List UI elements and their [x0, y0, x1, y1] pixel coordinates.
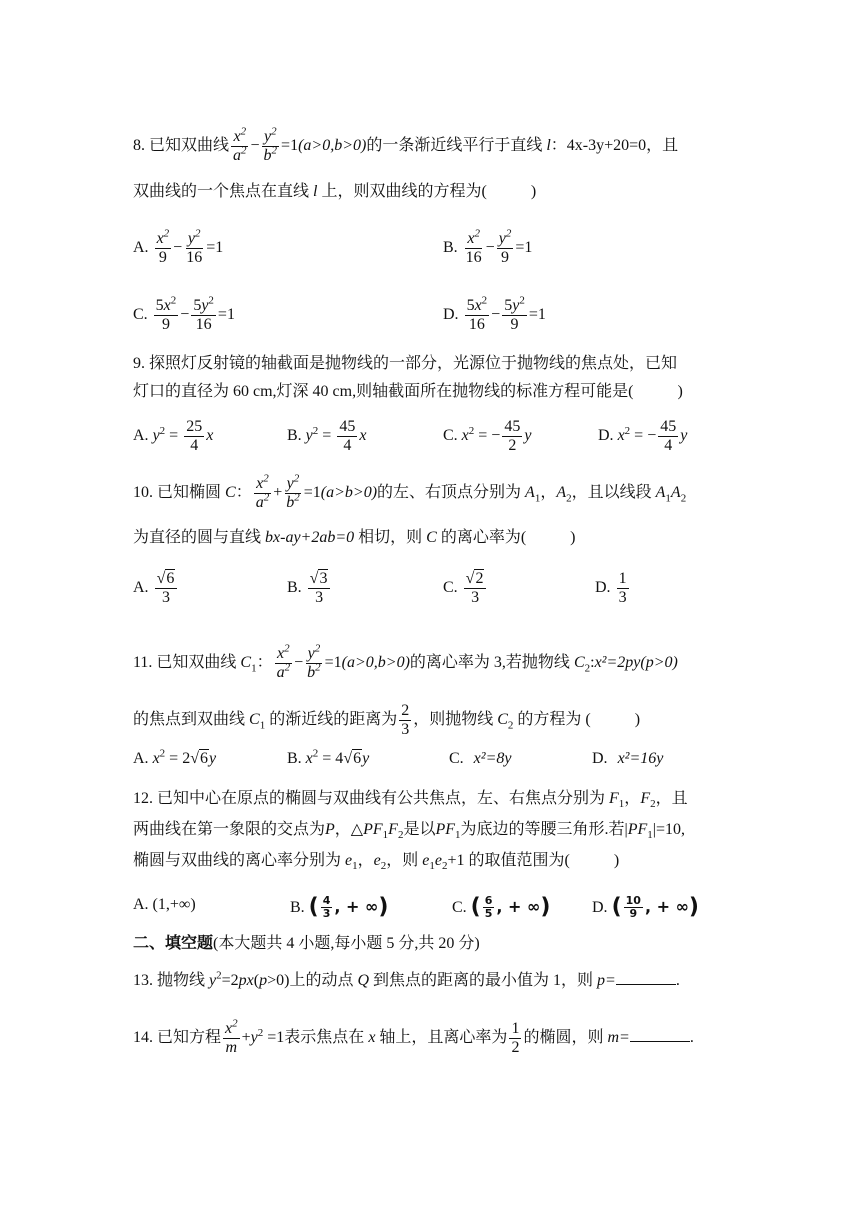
q8-line1: 8. 已知双曲线 $\frac{x^2}{a^2}$ − $\frac{y^2}{b^2}$ =1(a>0,b>0)的一条渐近线平行于直线 l：4x-3y+20=0，且 — [133, 125, 679, 164]
answer-blank[interactable] — [616, 970, 676, 985]
q11-line1: 11. 已知双曲线 $C_1$： $\frac{x^2}{a^2}$ − $\frac{y^2}{b^2}$ =1(a>0,b>0)的离心率为 3,若抛物线 $C_2:x^2=2py(p>0)$ — [133, 642, 678, 681]
q9-option-c[interactable]: C. $x^2$ = − $\frac{45}{2}$ y — [443, 418, 532, 454]
q10-line1: 10. 已知椭圆 C： $\frac{x^2}{a^2}$ + $\frac{y^2}{b^2}$ =1(a>b>0)的左、右顶点分别为 $A_1$，$A_2$，且以线段 $A_1A_2$ — [133, 472, 687, 511]
q11-option-d[interactable]: D. x²=16y — [592, 750, 664, 767]
q9-line1: 9. 探照灯反射镜的轴截面是抛物线的一部分，光源位于抛物线的焦点处，已知 — [133, 355, 678, 372]
q12-line3: 椭圆与双曲线的离心率分别为 $e_1$，$e_2$，则 $e_1e_2+1$ 的取值范围为( ) — [133, 852, 620, 873]
q12-option-a[interactable]: A. (1,+∞) — [133, 896, 196, 913]
q8-line2: 双曲线的一个焦点在直线 l 上，则双曲线的方程为( ) — [133, 183, 537, 200]
answer-blank[interactable] — [630, 1027, 690, 1042]
q11-option-a[interactable]: A. $x^2 = 2√6y$ — [133, 747, 217, 767]
q10-option-c[interactable]: C. $\frac{√2}{3}$ — [443, 570, 488, 607]
q12-line2: 两曲线在第一象限的交点为P，$\triangle PF_1F_2$是以$PF_1$为底边的等腰三角形.若$|PF_1|=10$, — [133, 821, 685, 842]
q8-option-c[interactable]: C. $\frac{5x^2}{9}$ − $\frac{5y^2}{16}$ =1 — [133, 294, 235, 333]
q9-option-b[interactable]: B. $y^2$ = $\frac{45}{4}$ x — [287, 418, 367, 454]
q12-option-b[interactable]: B. ( $\frac{4}{3}$ , + ∞) — [290, 894, 389, 920]
q10-option-a[interactable]: A. $\frac{√6}{3}$ — [133, 570, 179, 607]
frac: $\frac{x^2}{a^2}$ — [233, 125, 247, 164]
q10-line2: 为直径的圆与直线 bx-ay+2ab=0 相切，则 C 的离心率为( ) — [133, 529, 576, 546]
q11-option-c[interactable]: C. x²=8y — [449, 750, 512, 767]
q14-line: 14. 已知方程 $\frac{x^2}{m}$ $+y^2 =1$表示焦点在 x 轴上，且离心率为 $\frac{1}{2}$ 的椭圆，则 m= . — [133, 1017, 694, 1056]
q13-line: 13. 抛物线 $y^2=2px(p>0)$上的动点 Q 到焦点的距离的最小值为 1，则 p= . — [133, 969, 680, 989]
q9-option-d[interactable]: D. $x^2$ = − $\frac{45}{4}$ y — [598, 418, 688, 454]
q12-line1: 12. 已知中心在原点的椭圆与双曲线有公共焦点，左、右焦点分别为 $F_1$，$F_2$，且 — [133, 790, 688, 811]
q8-option-a[interactable]: A. $\frac{x^2}{9}$ − $\frac{y^2}{16}$ =1 — [133, 227, 224, 266]
q10-option-b[interactable]: B. $\frac{√3}{3}$ — [287, 570, 332, 607]
q9-line2: 灯口的直径为 60 cm,灯深 40 cm,则轴截面所在抛物线的标准方程可能是( ) — [133, 383, 683, 400]
frac: $\frac{y^2}{b^2}$ — [263, 125, 278, 164]
q12-option-d[interactable]: D. ( $\frac{10}{9}$ , + ∞) — [592, 894, 699, 920]
q10-option-d[interactable]: D. $\frac{1}{3}$ — [595, 570, 627, 606]
q11-option-b[interactable]: B. $x^2 = 4√6y$ — [287, 747, 370, 767]
q11-line2: 的焦点到双曲线 $C_1$ 的渐近线的距离为 $\frac{2}{3}$ ，则抛物线 $C_2$ 的方程为 ( ) — [133, 702, 641, 738]
q8-option-b[interactable]: B. $\frac{x^2}{16}$ − $\frac{y^2}{9}$ =1 — [443, 227, 533, 266]
q9-option-a[interactable]: A. $y^2$ = $\frac{25}{4}$ x — [133, 418, 214, 454]
q12-option-c[interactable]: C. ( $\frac{6}{5}$ , + ∞) — [452, 894, 551, 920]
section-heading: 二、填空题(本大题共 4 小题,每小题 5 分,共 20 分) — [133, 935, 480, 952]
q8-option-d[interactable]: D. $\frac{5x^2}{16}$ − $\frac{5y^2}{9}$ =1 — [443, 294, 546, 333]
